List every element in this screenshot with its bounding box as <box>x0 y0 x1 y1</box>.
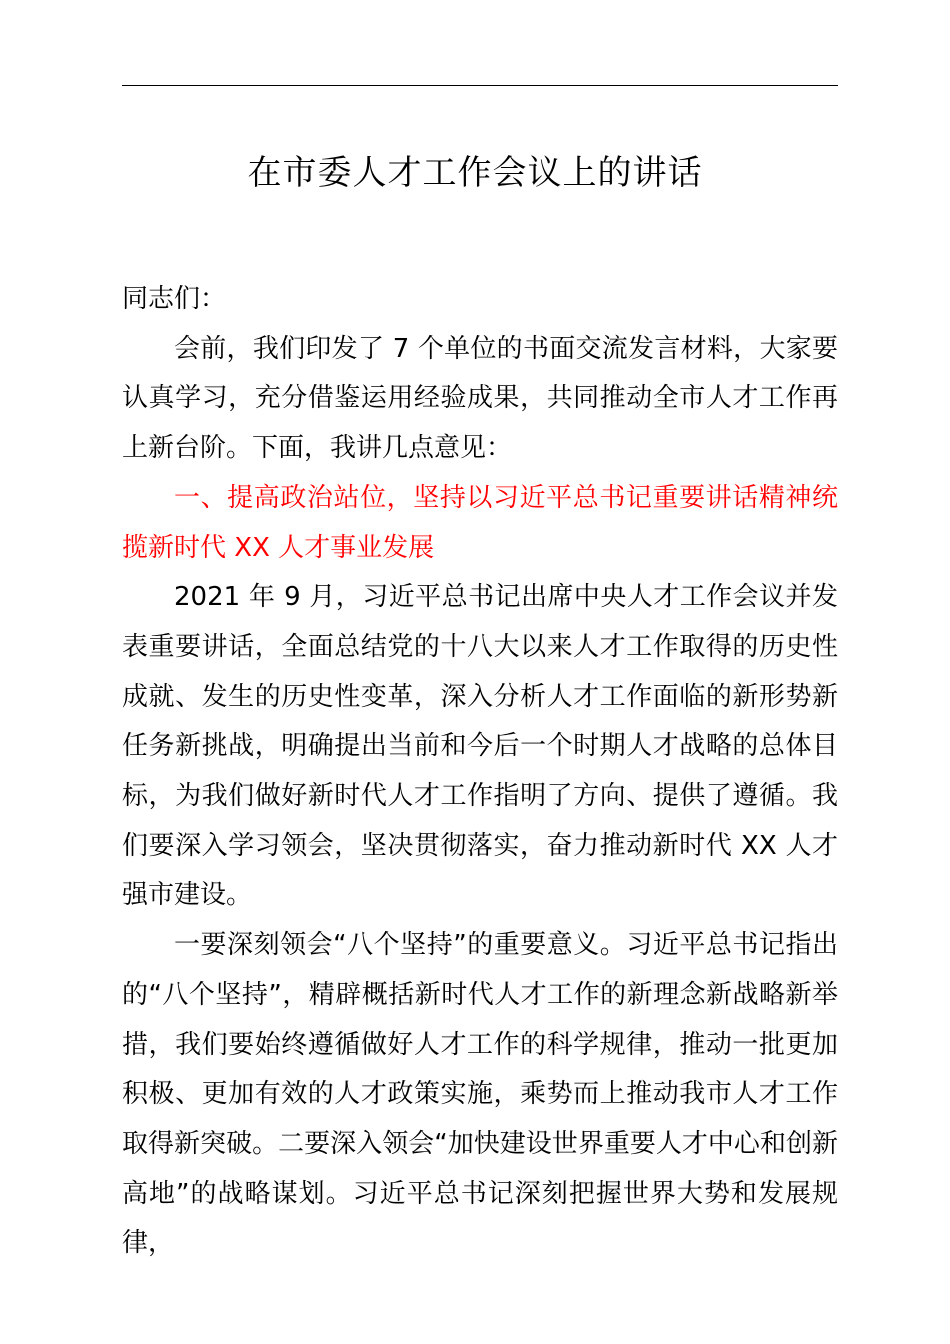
header-rule <box>122 85 838 86</box>
page-title: 在市委人才工作会议上的讲话 <box>247 153 703 193</box>
salutation: 同志们： <box>122 284 227 314</box>
section-heading-1: 一、提高政治站位，坚持以习近平总书记重要讲话精神统揽新时代 XX 人才事业发展 <box>122 482 838 563</box>
document-body <box>122 275 838 1269</box>
paragraph-body-1: 2021 年 9 月，习近平总书记出席中央人才工作会议并发表重要讲话，全面总结党的十八大以来人才工作取得的历史性成就、发生的历史性变革，深入分析人才工作面临的新形势新任务新挑战，明确提出当前和今后一个时期人才战略的总体目标，为我们做好新时代人才工作指明了方向、提供了遵循。我们要深入学习领会，坚决贯彻落实，奋力推动新时代 XX 人才强市建设。 <box>122 582 838 911</box>
paragraph-intro: 会前，我们印发了 7 个单位的书面交流发言材料，大家要认真学习，充分借鉴运用经验成果，共同推动全市人才工作再上新台阶。下面，我讲几点意见： <box>122 333 838 464</box>
paragraph-body-2: 一要深刻领会“八个坚持”的重要意义。习近平总书记指出的“八个坚持”，精辟概括新时代人才工作的新理念新战略新举措，我们要始终遵循做好人才工作的科学规律，推动一批更加积极、更加有效的人才政策实施，乘势而上推动我市人才工作取得新突破。二要深入领会“加快建设世界重要人才中心和创新高地”的战略谋划。习近平总书记深刻把握世界大势和发展规律， <box>122 930 838 1259</box>
